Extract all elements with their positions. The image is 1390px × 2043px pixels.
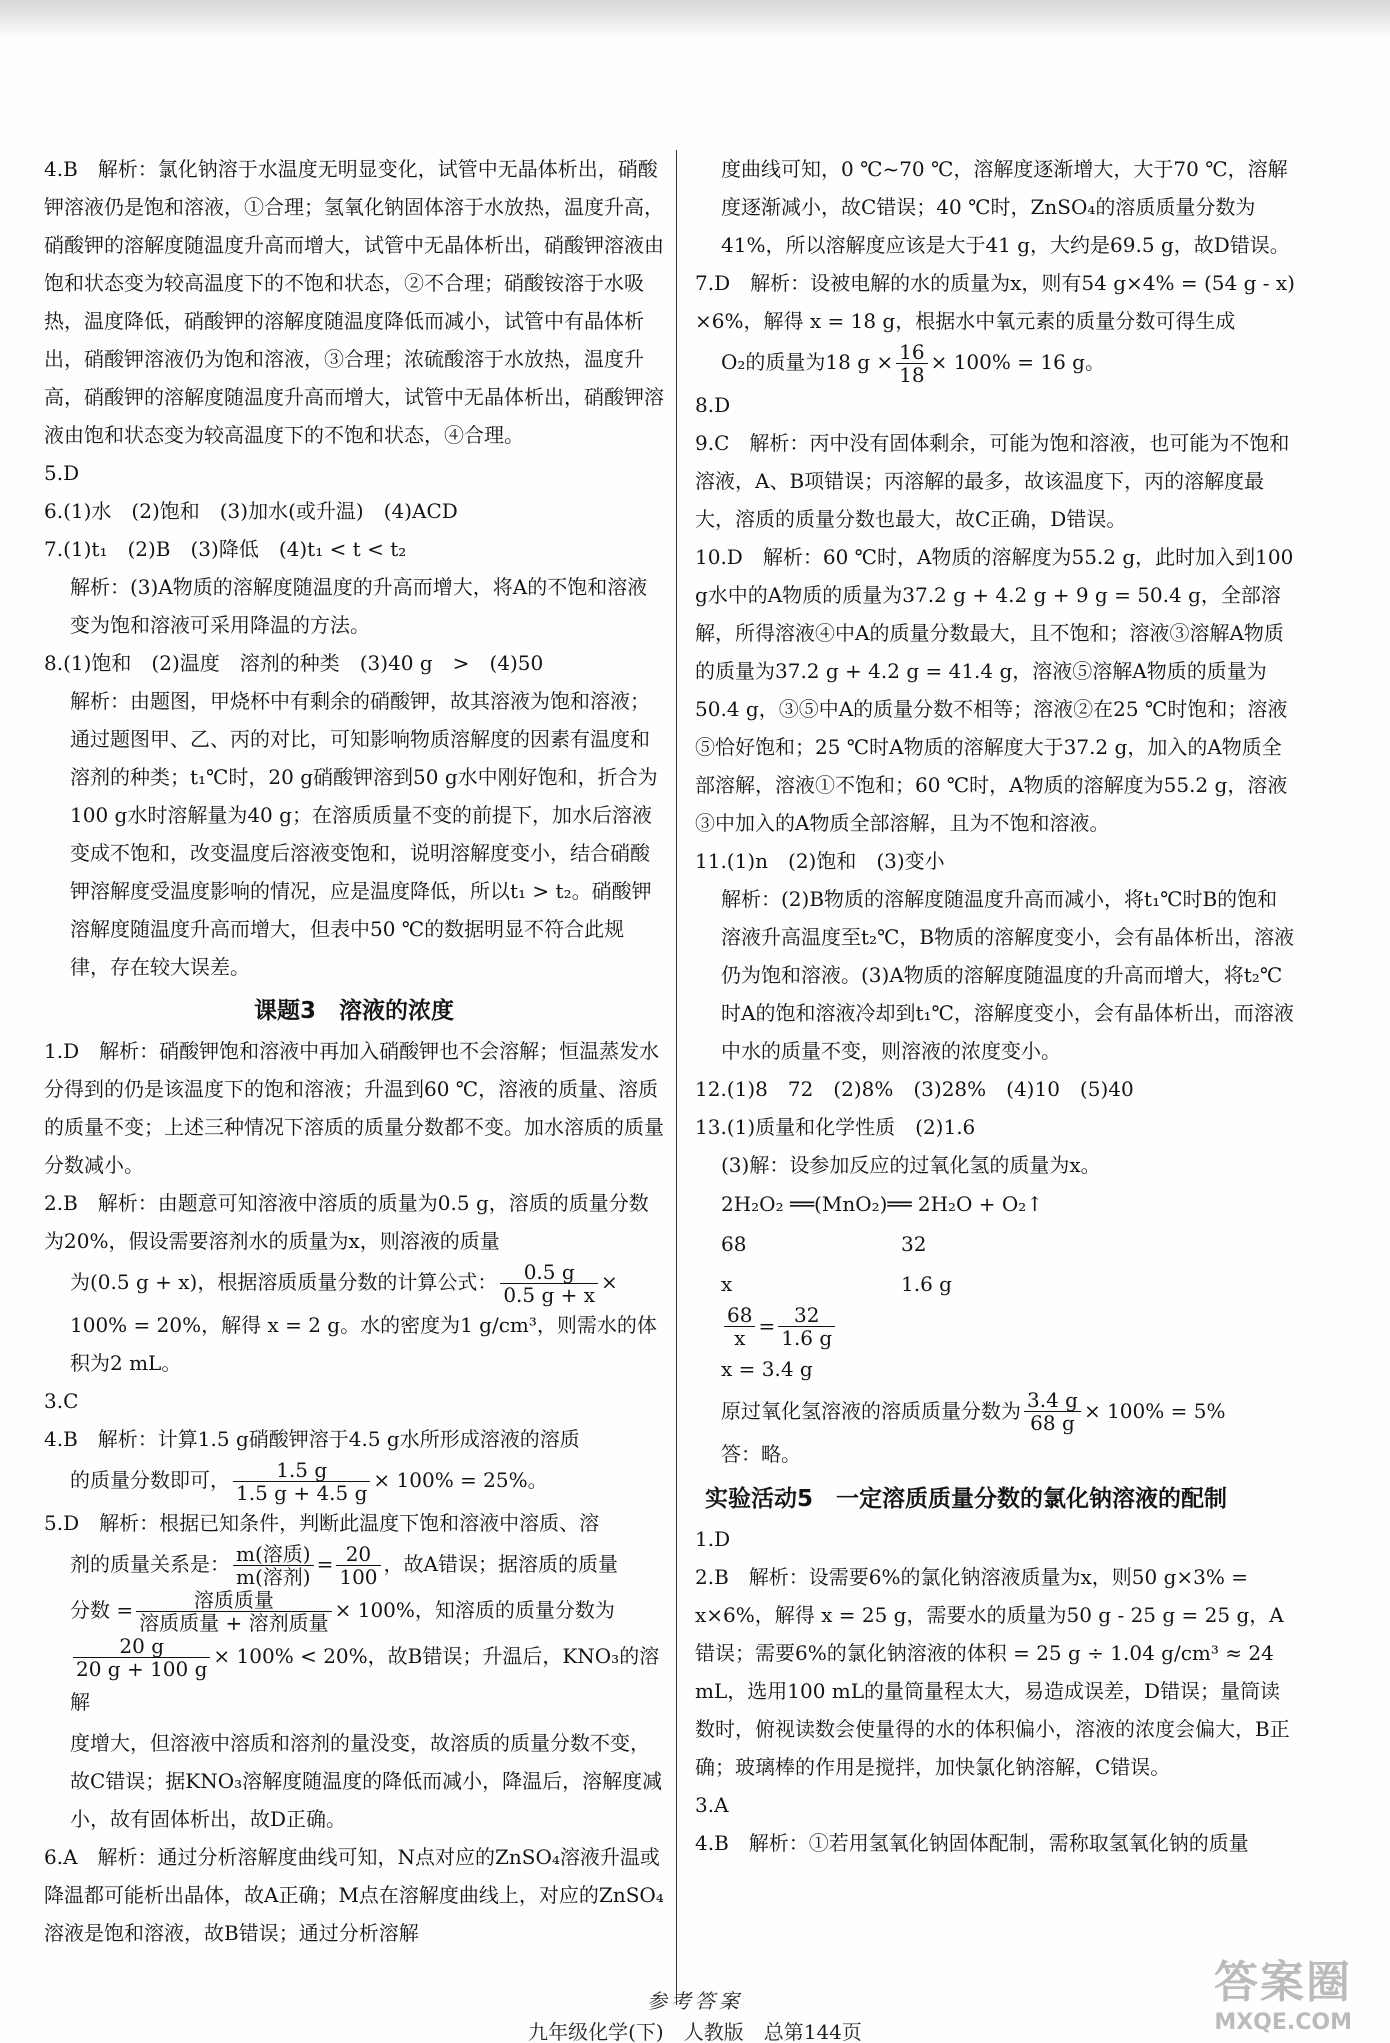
- answer-5b: 5.D 解析：根据已知条件，判断此温度下饱和溶液中溶质、溶 剂的质量关系是： $\frac{\text{m(溶质)}}{\text{m(溶剂)}}$ = $\frac{20}{100}$ ，故A错误；据溶质的质量 分数 = $\frac{\text{溶质质量}}{\text{溶质质量 + 溶剂质量}}$ × 100%，知溶质的质量分数为 $\frac{20 g}{20 g + 100 g}$ × 100% < 20%，故B错误；升温后，KNO₃的溶解 度增大，但溶液中溶质和溶剂的量没变，故溶质的质量分数不变，故C错误；据KNO₃溶解度随温度的降低而减小，降温后，溶解度减小，故有固体析出，故D正确。: [44, 1511, 663, 1831]
- answer-4: [44, 150, 664, 454]
- answer-6: 6.(1)水 (2)饱和 (3)加水(或升温) (4)ACD: [44, 499, 458, 523]
- fraction: $\frac{\text{m(溶质)}}{\text{m(溶剂)}}$: [233, 1543, 314, 1588]
- watermark-url: MXQE.COM: [1214, 2010, 1352, 2035]
- answer-13: 13.(1)质量和化学性质 (2)1.6 (3)解：设参加反应的过氧化氢的质量为x。 2H₂O₂ ══(MnO₂)══ 2H₂O + O₂↑ 68 32 x 1.6 g $\frac{68}{x}$ = $\frac{32}{1.6 g}$ x = 3.4 g 原过氧化氢溶液的溶质质量分数为 $\frac{3.4 g}{68 g}$ × 100% = 5% 答：略。: [695, 1108, 1295, 1474]
- answer-3: 3.A: [695, 1793, 729, 1817]
- answer-8: 8.(1)饱和 (2)温度 溶剂的种类 (3)40 g > (4)50 解析：由题图，甲烧杯中有剩余的硝酸钾，故其溶液为饱和溶液；通过题图甲、乙、丙的对比，可知影响物质溶解度的因素有温度和溶剂的种类；t₁℃时，20 g硝酸钾溶到50 g水中刚好饱和，折合为100 g水时溶解量为40 g；在溶质质量不变的前提下，加水后溶液变成不饱和，改变温度后溶液变饱和，说明溶解度变小，结合硝酸钾溶解度受温度影响的情况，应是温度降低，所以t₁ > t₂。硝酸钾溶解度随温度升高而增大，但表中50 ℃的数据明显不符合此规律，存在较大误差。: [44, 651, 658, 979]
- fraction: $\frac{1.5 g}{1.5 g + 4.5 g}$: [233, 1459, 370, 1504]
- footer-info: 九年级化学(下) 人教版 总第144页: [528, 2020, 862, 2043]
- answer-11: 11.(1)n (2)饱和 (3)变小 解析：(2)B物质的溶解度随温度升高而减小，将t₁℃时B的饱和溶液升高温度至t₂℃，B物质的溶解度变小，会有晶体析出，溶液仍为饱和溶液。(3)A物质的溶解度随温度的升高而增大，将t₂℃时A的饱和溶液冷却到t₁℃，溶解度变小，会有晶体析出，而溶液中水的质量不变，则溶液的浓度变小。: [695, 849, 1295, 1063]
- left-column: [44, 150, 664, 1952]
- answer-1: 1.D: [695, 1527, 731, 1551]
- fraction: $\frac{16}{18}$: [896, 341, 927, 386]
- answer-2: 2.B 解析：由题意可知溶液中溶质的质量为0.5 g，溶质的质量分数为20%，假设需要溶剂水的质量为x，则溶液的质量 为(0.5 g + x)，根据溶质质量分数的计算公式： $\frac{0.5 g}{0.5 g + x}$ × 100% = 20%，解得 x = 2 g。水的密度为1 g/cm³，则需水的体积为2 mL。: [44, 1191, 657, 1375]
- fraction: $\frac{32}{1.6 g}$: [778, 1304, 835, 1349]
- section-heading: 课题3 溶液的浓度: [253, 998, 454, 1024]
- answer-12: 12.(1)8 72 (2)8% (3)28% (4)10 (5)40: [695, 1077, 1134, 1101]
- page-footer: [0, 1985, 1390, 2043]
- answer-3: 3.C: [44, 1389, 79, 1413]
- section-heading: 实验活动5 一定溶质质量分数的氯化钠溶液的配制: [705, 1486, 1228, 1512]
- column-divider: [676, 150, 677, 2005]
- answer-7: 7.D 解析：设被电解的水的质量为x，则有54 g×4% = (54 g - x) ×6%，解得 x = 18 g，根据水中氧元素的质量分数可得生成 O₂的质量为18 g × $\frac{16}{18}$ × 100% = 16 g。: [695, 271, 1295, 387]
- answer-4: 4.B 解析：①若用氢氧化钠固体配制，需称取氢氧化钠的质量: [695, 1831, 1249, 1855]
- answer-10: 10.D 解析：60 ℃时，A物质的溶解度为55.2 g，此时加入到100 g水中的A物质的质量为37.2 g + 4.2 g + 9 g = 50.4 g，全部溶解，所得溶液④中A的质量分数最大，且不饱和；溶液③溶解A物质的质量为37.2 g + 4.2 g = 41.4 g，溶液⑤溶解A物质的质量为50.4 g，③⑤中A的质量分数不相等；溶液②在25 ℃时饱和；溶液⑤恰好饱和；25 ℃时A物质的溶解度大于37.2 g，加入的A物质全部溶解，溶液①不饱和；60 ℃时，A物质的溶解度为55.2 g，溶液③中加入的A物质全部溶解，且为不饱和溶液。: [695, 545, 1294, 835]
- answer-8: 8.D: [695, 393, 731, 417]
- fraction: $\frac{3.4 g}{68 g}$: [1024, 1389, 1081, 1434]
- fraction: $\frac{0.5 g}{0.5 g + x}$: [500, 1261, 598, 1306]
- answer-7: 7.(1)t₁ (2)B (3)降低 (4)t₁ < t < t₂ 解析：(3)A物质的溶解度随温度的升高而增大，将A的不饱和溶液变为饱和溶液可采用降温的方法。: [44, 537, 648, 637]
- footer-label: 参考答案: [647, 1989, 743, 2013]
- answer-1: 1.D 解析：硝酸钾饱和溶液中再加入硝酸钾也不会溶解；恒温蒸发水分得到的仍是该温度下的饱和溶液；升温到60 ℃，溶液的质量、溶质的质量不变；上述三种情况下溶质的质量分数都不变。加水溶质的质量分数减小。: [44, 1039, 664, 1177]
- answer-text: 4.B 解析：氯化钠溶于水温度无明显变化，试管中无晶体析出，硝酸钾溶液仍是饱和溶液，①合理；氢氧化钠固体溶于水放热，温度升高，硝酸钾的溶解度随温度升高而增大，试管中无晶体析出，硝酸钾溶液由饱和状态变为较高温度下的不饱和状态，②不合理；硝酸铵溶于水吸热，温度降低，硝酸钾的溶解度随温度降低而减小，试管中有晶体析出，硝酸钾溶液仍为饱和溶液，③合理；浓硫酸溶于水放热，温度升高，硝酸钾的溶解度随温度升高而增大，试管中无晶体析出，硝酸钾溶液由饱和状态变为较高温度下的不饱和状态，④合理。: [44, 157, 664, 447]
- fraction: $\frac{20 g}{20 g + 100 g}$: [73, 1635, 210, 1680]
- watermark-logo: [1214, 1946, 1352, 2035]
- answer-5: 5.D: [44, 461, 80, 485]
- calculation: 2H₂O₂ ══(MnO₂)══ 2H₂O + O₂↑ 68 32 x 1.6 g $\frac{68}{x}$ = $\frac{32}{1.6 g}$ x = 3.4 g 原过氧化氢溶液的溶质质量分数为 $\frac{3.4 g}{68 g}$ × 100% = 5% 答：略。: [721, 1192, 1226, 1466]
- answer-6-cont: 度曲线可知，0 ℃~70 ℃，溶解度逐渐增大，大于70 ℃，溶解度逐渐减小，故C错误；40 ℃时，ZnSO₄的溶质质量分数为41%，所以溶解度应该是大于41 g，大约是69.5 g，故D错误。: [721, 157, 1290, 257]
- scan-shadow: [0, 0, 1390, 40]
- answer-2: 2.B 解析：设需要6%的氯化钠溶液质量为x，则50 g×3% = x×6%，解得 x = 25 g，需要水的质量为50 g - 25 g = 25 g，A错误；需要6%的氯化钠溶液的体积 = 25 g ÷ 1.04 g/cm³ ≈ 24 mL，选用100 mL的量筒量程太大，易造成误差，D错误；量筒读数时，俯视读数会使量得的水的体积偏小，溶液的浓度会偏大，B正确；玻璃棒的作用是搅拌，加快氯化钠溶解，C错误。: [695, 1565, 1290, 1779]
- answer-4b: 4.B 解析：计算1.5 g硝酸钾溶于4.5 g水所形成溶液的溶质 的质量分数即可， $\frac{1.5 g}{1.5 g + 4.5 g}$ × 100% = 25%。: [44, 1427, 580, 1505]
- fraction: $\frac{\text{溶质质量}}{\text{溶质质量 + 溶剂质量}}$: [136, 1589, 331, 1634]
- watermark-text: 答案圈: [1214, 1957, 1352, 2008]
- right-column: [695, 150, 1295, 1862]
- fraction: $\frac{68}{x}$: [724, 1304, 755, 1349]
- fraction: $\frac{20}{100}$: [336, 1543, 380, 1588]
- answer-9: 9.C 解析：丙中没有固体剩余，可能为饱和溶液，也可能为不饱和溶液，A、B项错误；丙溶解的最多，故该温度下，丙的溶解度最大，溶质的质量分数也最大，故C正确，D错误。: [695, 431, 1290, 531]
- answer-6b: 6.A 解析：通过分析溶解度曲线可知，N点对应的ZnSO₄溶液升温或降温都可能析出晶体，故A正确；M点在溶解度曲线上，对应的ZnSO₄溶液是饱和溶液，故B错误；通过分析溶解: [44, 1845, 664, 1945]
